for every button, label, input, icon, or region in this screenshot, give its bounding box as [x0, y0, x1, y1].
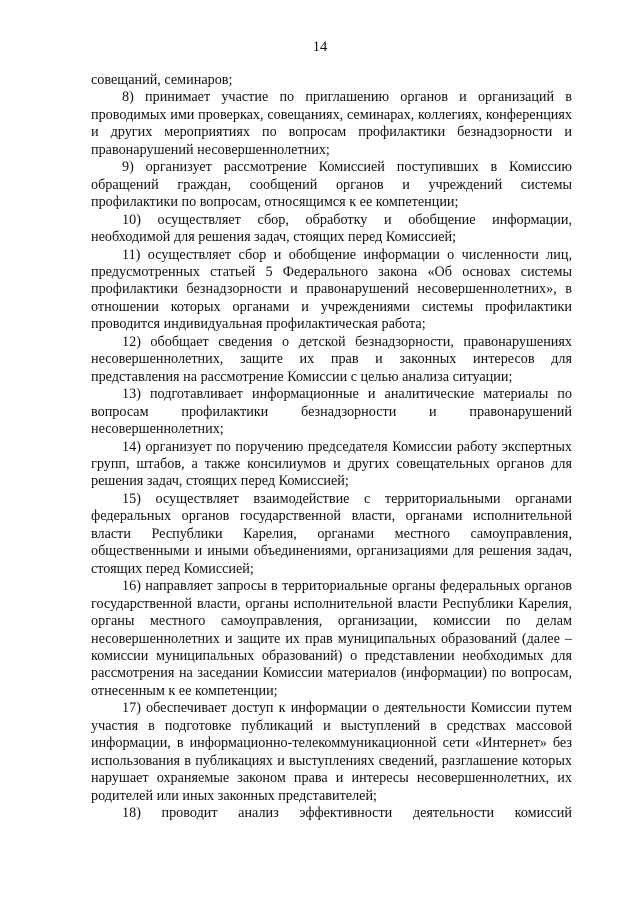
paragraph-item-16: 16) направляет запросы в территориальные органы федеральных органов государственной власти, органы исполнительной власти Республики Карелия, органы местного самоуправления, организации, комиссии по делам несовершеннолетних и защите их прав муниципальных образований (далее – комиссии муниципальных образований) о представлении необходимых для рассмотрения на заседании Комиссии материалов (информации) по вопросам, отнесенным к ее компетенции; — [91, 578, 572, 699]
body-text — [91, 72, 572, 822]
paragraph-item-11: 11) осуществляет сбор и обобщение информации о численности лиц, предусмотренных статьей 5 Федерального закона «Об основах системы профилактики безнадзорности и правонарушений несовершеннолетних», в отношении которых органами и учреждениями системы профилактики проводится индивидуальная профилактическая работа; — [91, 246, 572, 333]
paragraph-item-8: 8) принимает участие по приглашению органов и организаций в проводимых ими проверках, совещаниях, семинарах, коллегиях, конференциях и других мероприятиях по вопросам профилактики безнадзорности и правонарушений несовершеннолетних; — [91, 89, 572, 158]
paragraph-item-18: 18) проводит анализ эффективности деятельности комиссий — [122, 805, 572, 822]
paragraph-item-9: 9) организует рассмотрение Комиссией поступивших в Комиссию обращений граждан, сообщений органов и учреждений системы профилактики по вопросам, относящимся к ее компетенции; — [91, 159, 572, 211]
paragraph-item-15: 15) осуществляет взаимодействие с территориальными органами федеральных органов государственной власти, органами исполнительной власти Республики Карелия, органами местного самоуправления, общественными и иными объединениями, организациями для решения задач, стоящих перед Комиссией; — [91, 490, 572, 577]
page-number: 14 — [312, 39, 328, 55]
paragraph-item-13: 13) подготавливает информационные и аналитические материалы по вопросам профилактики безнадзорности и правонарушений несовершеннолетних; — [91, 386, 572, 438]
paragraph-item-14: 14) организует по поручению председателя Комиссии работу экспертных групп, штабов, а также консилиумов и других совещательных органов для решения задач, стоящих перед Комиссией; — [91, 438, 572, 490]
paragraph-continuation: совещаний, семинаров; — [91, 72, 233, 88]
paragraph-item-17: 17) обеспечивает доступ к информации о деятельности Комиссии путем участия в подготовке публикаций и выступлений в средствах массовой информации, в информационно-телекоммуникационной сети «Интернет» без использования в публикациях и выступлениях сведений, разглашение которых нарушает охраняемые законом права и интересы несовершеннолетних, их родителей или иных законных представителей; — [91, 700, 572, 804]
paragraph-item-12: 12) обобщает сведения о детской безнадзорности, правонарушениях несовершеннолетних, защите их прав и законных интересов для представления на рассмотрение Комиссии с целью анализа ситуации; — [91, 333, 572, 385]
paragraph-item-10: 10) осуществляет сбор, обработку и обобщение информации, необходимой для решения задач, стоящих перед Комиссией; — [91, 211, 572, 246]
